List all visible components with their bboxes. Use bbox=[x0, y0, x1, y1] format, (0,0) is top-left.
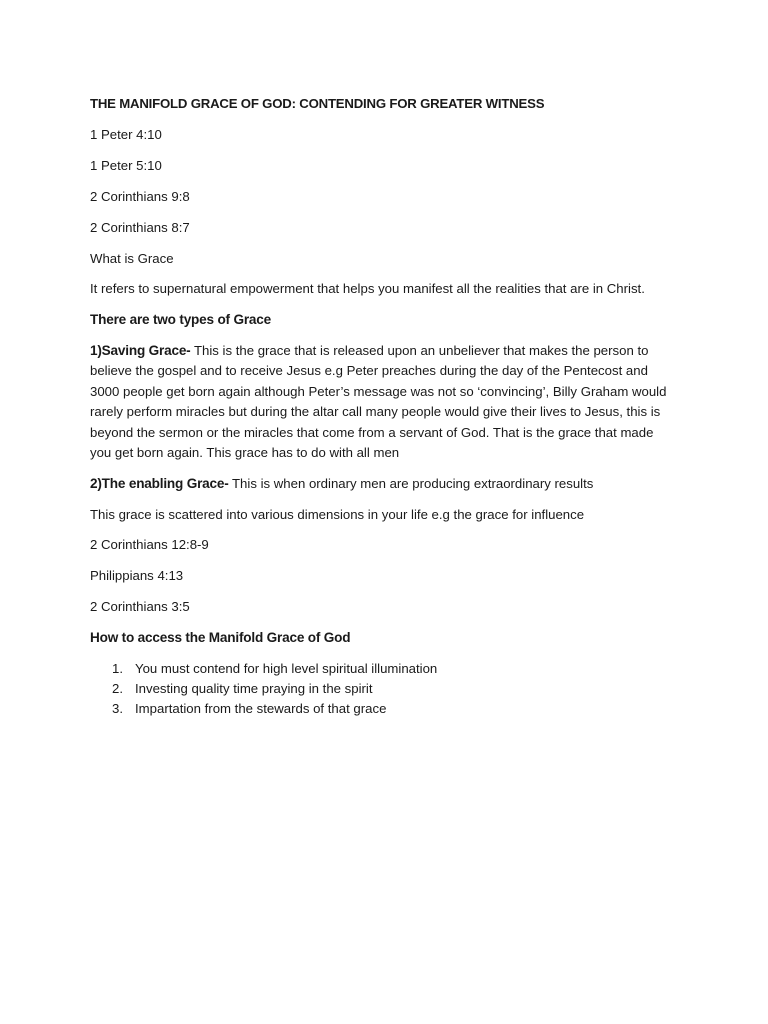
scattered-grace-text: This grace is scattered into various dimensions in your life e.g the grace for influence bbox=[90, 506, 585, 522]
access-heading: How to access the Manifold Grace of God bbox=[90, 629, 351, 645]
list-item-number: 3. bbox=[112, 701, 123, 717]
list-item-text: You must contend for high level spiritual illumination bbox=[135, 660, 438, 676]
list-item-number: 1. bbox=[112, 660, 123, 676]
question-what-is-grace: What is Grace bbox=[90, 250, 174, 266]
list-item bbox=[90, 679, 675, 699]
enabling-grace-text: This is when ordinary men are producing extraordinary results bbox=[228, 475, 594, 491]
access-steps-list bbox=[90, 659, 675, 720]
list-item-text: Investing quality time praying in the spirit bbox=[135, 681, 373, 696]
list-item-text: Impartation from the stewards of that grace bbox=[135, 701, 387, 717]
reference-philippians-4-13: Philippians 4:13 bbox=[90, 568, 184, 584]
list-item bbox=[90, 699, 675, 719]
grace-definition: It refers to supernatural empowerment that helps you manifest all the realities that are in Christ. bbox=[90, 281, 645, 297]
reference-1-peter-5-10: 1 Peter 5:10 bbox=[90, 158, 162, 174]
reference-2-corinthians-12-8-9: 2 Corinthians 12:8-9 bbox=[90, 537, 209, 553]
list-item bbox=[90, 659, 675, 679]
saving-grace-text: This is the grace that is released upon an unbeliever that makes the person to believe the gospel and to receive Jesus e.g Peter preaches during the day of the Pentecost and 3000 people get born again although Peter’s message was not so ‘convincing’, Billy Graham would rarely perform miracles but during the altar call many people would give their lives to Jesus, this is beyond the sermon or the miracles that come from a servant of God. That is the grace that made you get born again. This grace has to do with all men bbox=[90, 342, 667, 461]
enabling-grace-paragraph bbox=[90, 474, 675, 494]
types-heading: There are two types of Grace bbox=[90, 312, 272, 328]
reference-1-peter-4-10: 1 Peter 4:10 bbox=[90, 127, 162, 143]
saving-grace-paragraph bbox=[90, 341, 675, 463]
enabling-grace-lead: 2)The enabling Grace- bbox=[90, 475, 229, 491]
reference-2-corinthians-8-7: 2 Corinthians 8:7 bbox=[90, 219, 190, 235]
list-item-number: 2. bbox=[112, 681, 123, 696]
saving-grace-lead: 1)Saving Grace- bbox=[90, 342, 191, 358]
reference-2-corinthians-9-8: 2 Corinthians 9:8 bbox=[90, 189, 190, 204]
document-page bbox=[90, 94, 675, 720]
document-title: THE MANIFOLD GRACE OF GOD: CONTENDING FOR GREATER WITNESS bbox=[90, 96, 545, 111]
reference-2-corinthians-3-5: 2 Corinthians 3:5 bbox=[90, 599, 190, 614]
